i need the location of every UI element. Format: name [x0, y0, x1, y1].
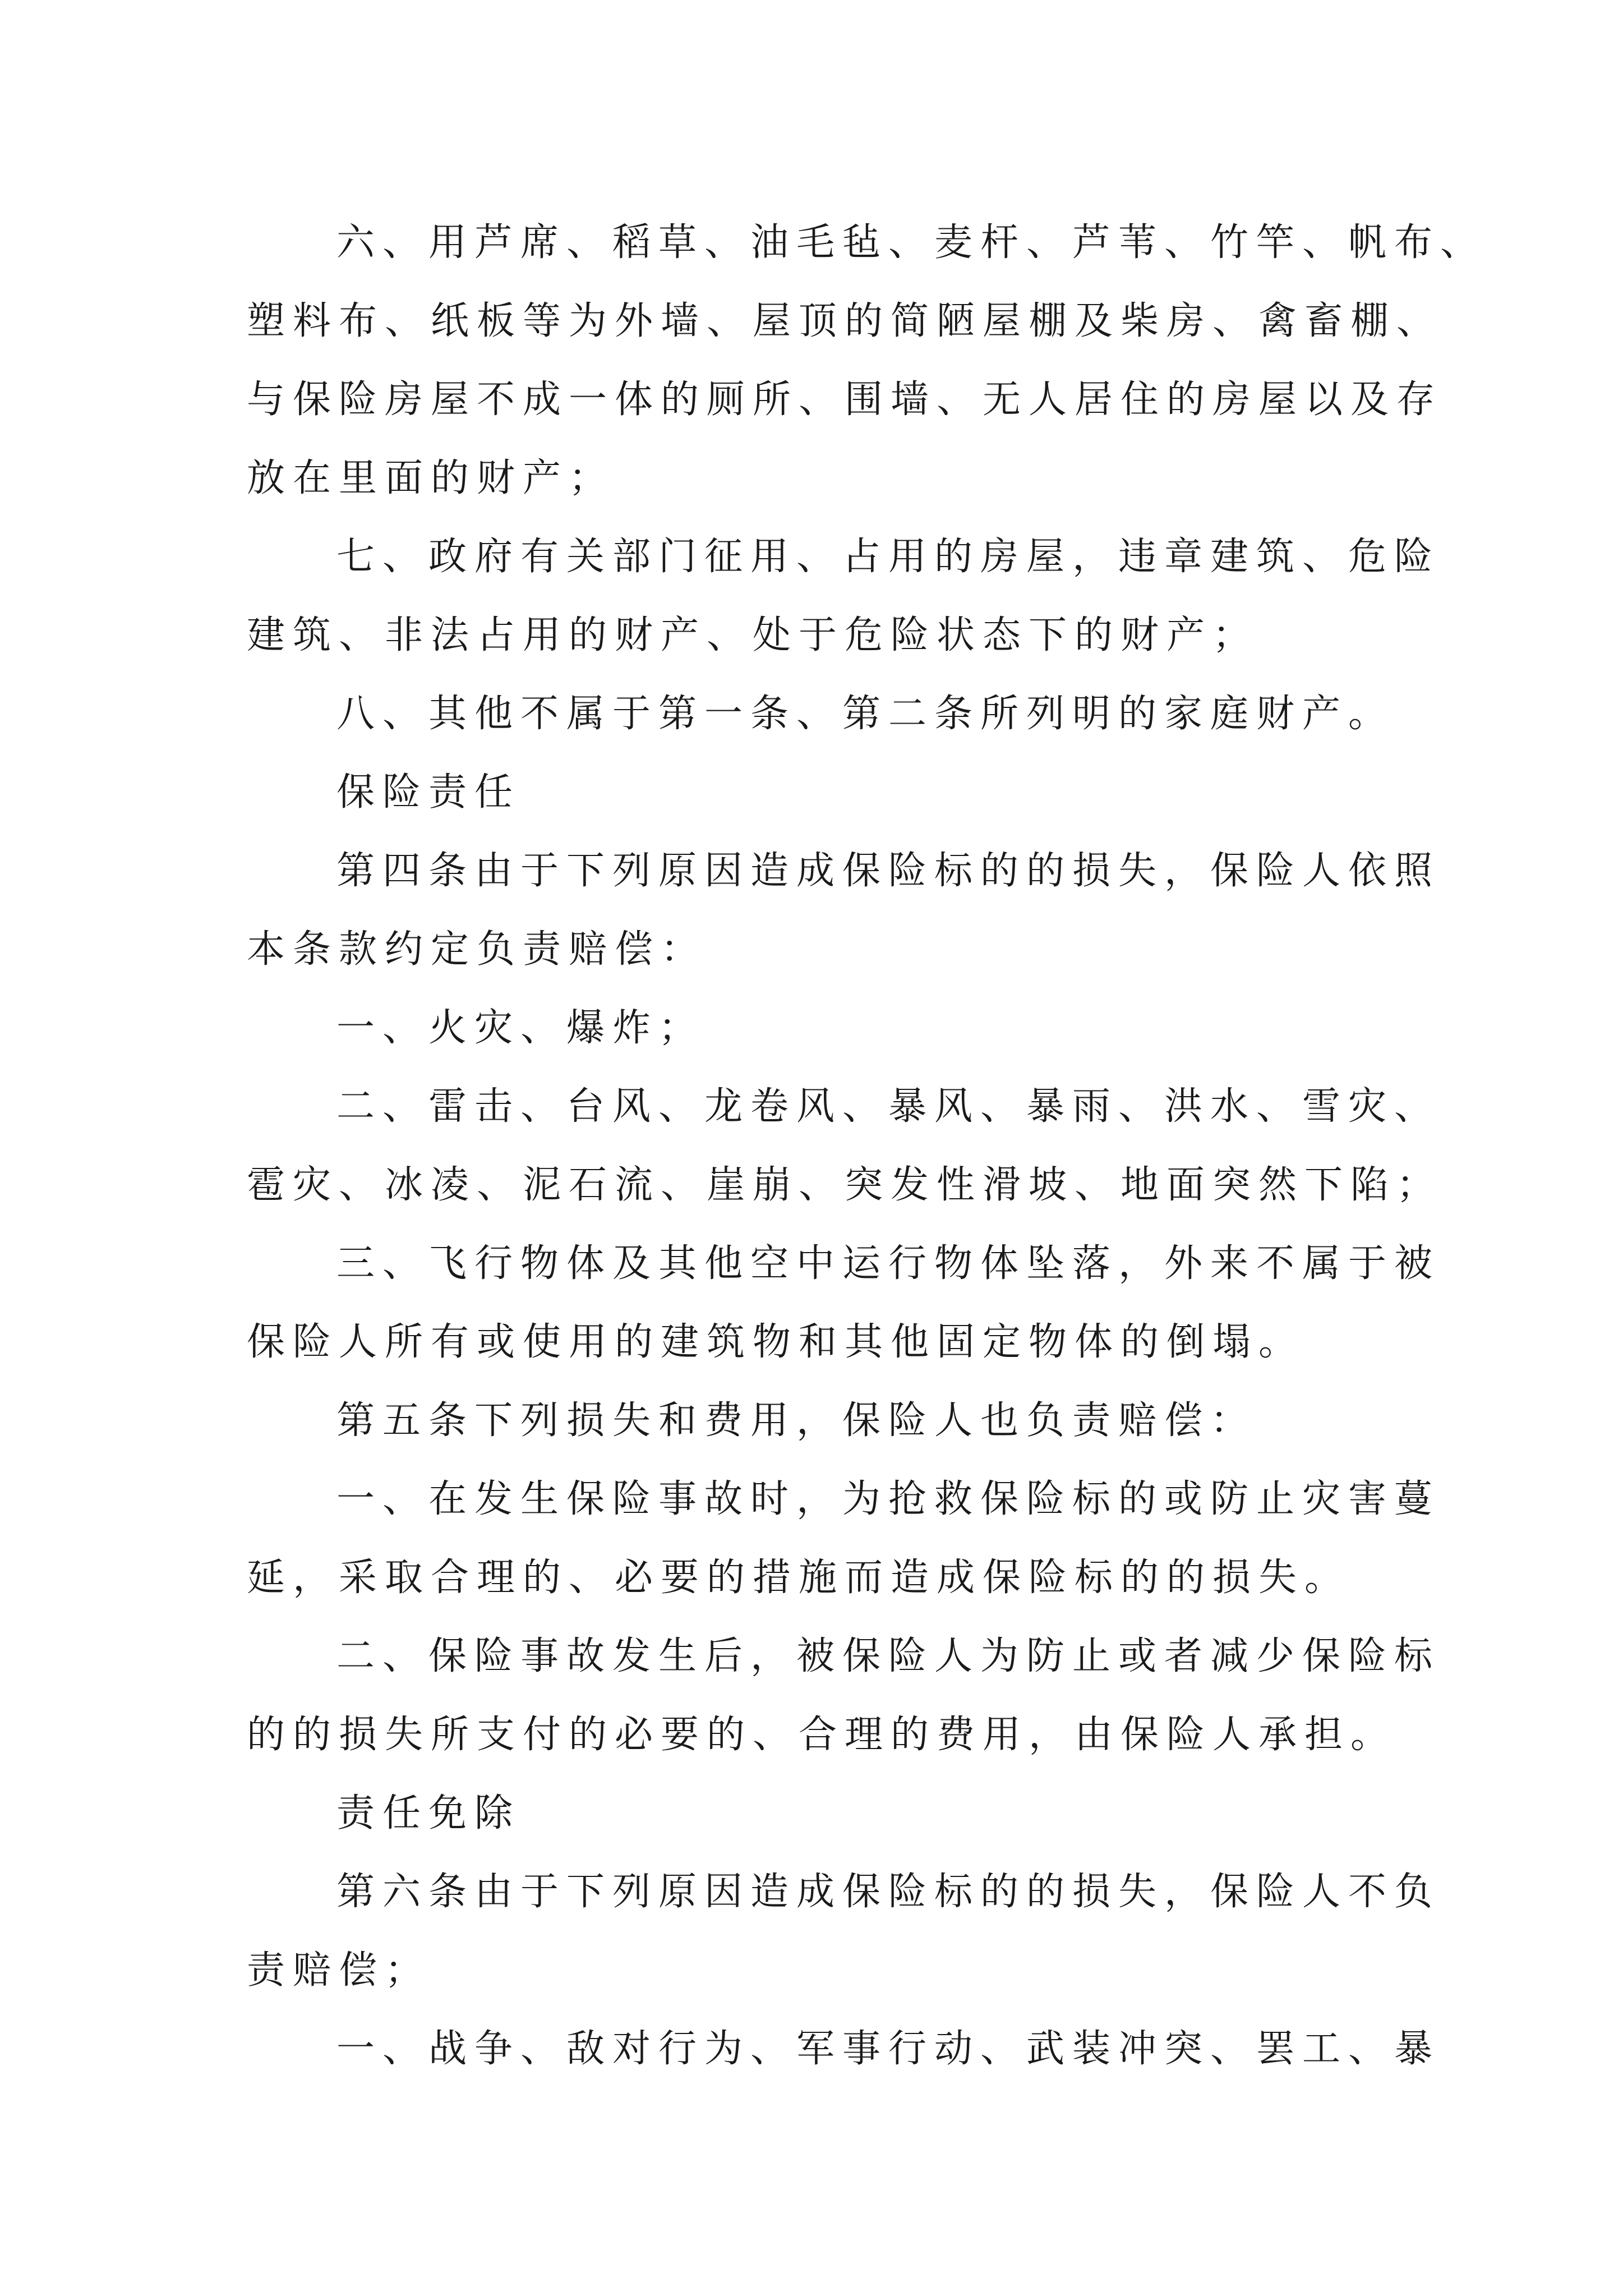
section-heading: 保险责任	[336, 770, 521, 815]
text-line: 第五条下列损失和费用，保险人也负责赔偿：	[336, 1398, 1257, 1443]
text-line: 六、用芦席、稻草、油毛毡、麦杆、芦苇、竹竿、帆布、	[336, 220, 1487, 265]
text-line: 第六条由于下列原因造成保险标的的损失，保险人不负	[336, 1870, 1441, 1914]
text-line: 延，采取合理的、必要的措施而造成保险标的的损失。	[247, 1556, 1351, 1600]
text-line: 一、在发生保险事故时，为抢救保险标的或防止灾害蔓	[336, 1477, 1441, 1521]
text-line: 一、火灾、爆炸；	[336, 1006, 705, 1050]
text-line: 塑料布、纸板等为外墙、屋顶的简陋屋棚及柴房、禽畜棚、	[247, 299, 1443, 343]
text-line: 的的损失所支付的必要的、合理的费用，由保险人承担。	[247, 1713, 1397, 1757]
text-line: 二、雷击、台风、龙卷风、暴风、暴雨、洪水、雪灾、	[336, 1084, 1441, 1129]
text-line: 二、保险事故发生后，被保险人为防止或者减少保险标	[336, 1634, 1441, 1678]
text-line: 建筑、非法占用的财产、处于危险状态下的财产；	[247, 613, 1259, 657]
text-line: 一、战争、敌对行为、军事行动、武装冲突、罢工、暴	[336, 2027, 1441, 2071]
text-line: 与保险房屋不成一体的厕所、围墙、无人居住的房屋以及存	[247, 378, 1443, 422]
text-line: 责赔偿；	[247, 1948, 431, 1993]
text-line: 保险人所有或使用的建筑物和其他固定物体的倒塌。	[247, 1320, 1305, 1364]
text-line: 八、其他不属于第一条、第二条所列明的家庭财产。	[336, 692, 1395, 736]
section-heading: 责任免除	[336, 1791, 521, 1835]
text-line: 三、飞行物体及其他空中运行物体坠落，外来不属于被	[336, 1241, 1441, 1286]
text-line: 第四条由于下列原因造成保险标的的损失，保险人依照	[336, 849, 1441, 893]
text-line: 七、政府有关部门征用、占用的房屋，违章建筑、危险	[336, 535, 1441, 579]
text-line: 本条款约定负责赔偿：	[247, 927, 707, 972]
text-line: 雹灾、冰凌、泥石流、崖崩、突发性滑坡、地面突然下陷；	[247, 1163, 1443, 1207]
text-line: 放在里面的财产；	[247, 456, 615, 500]
